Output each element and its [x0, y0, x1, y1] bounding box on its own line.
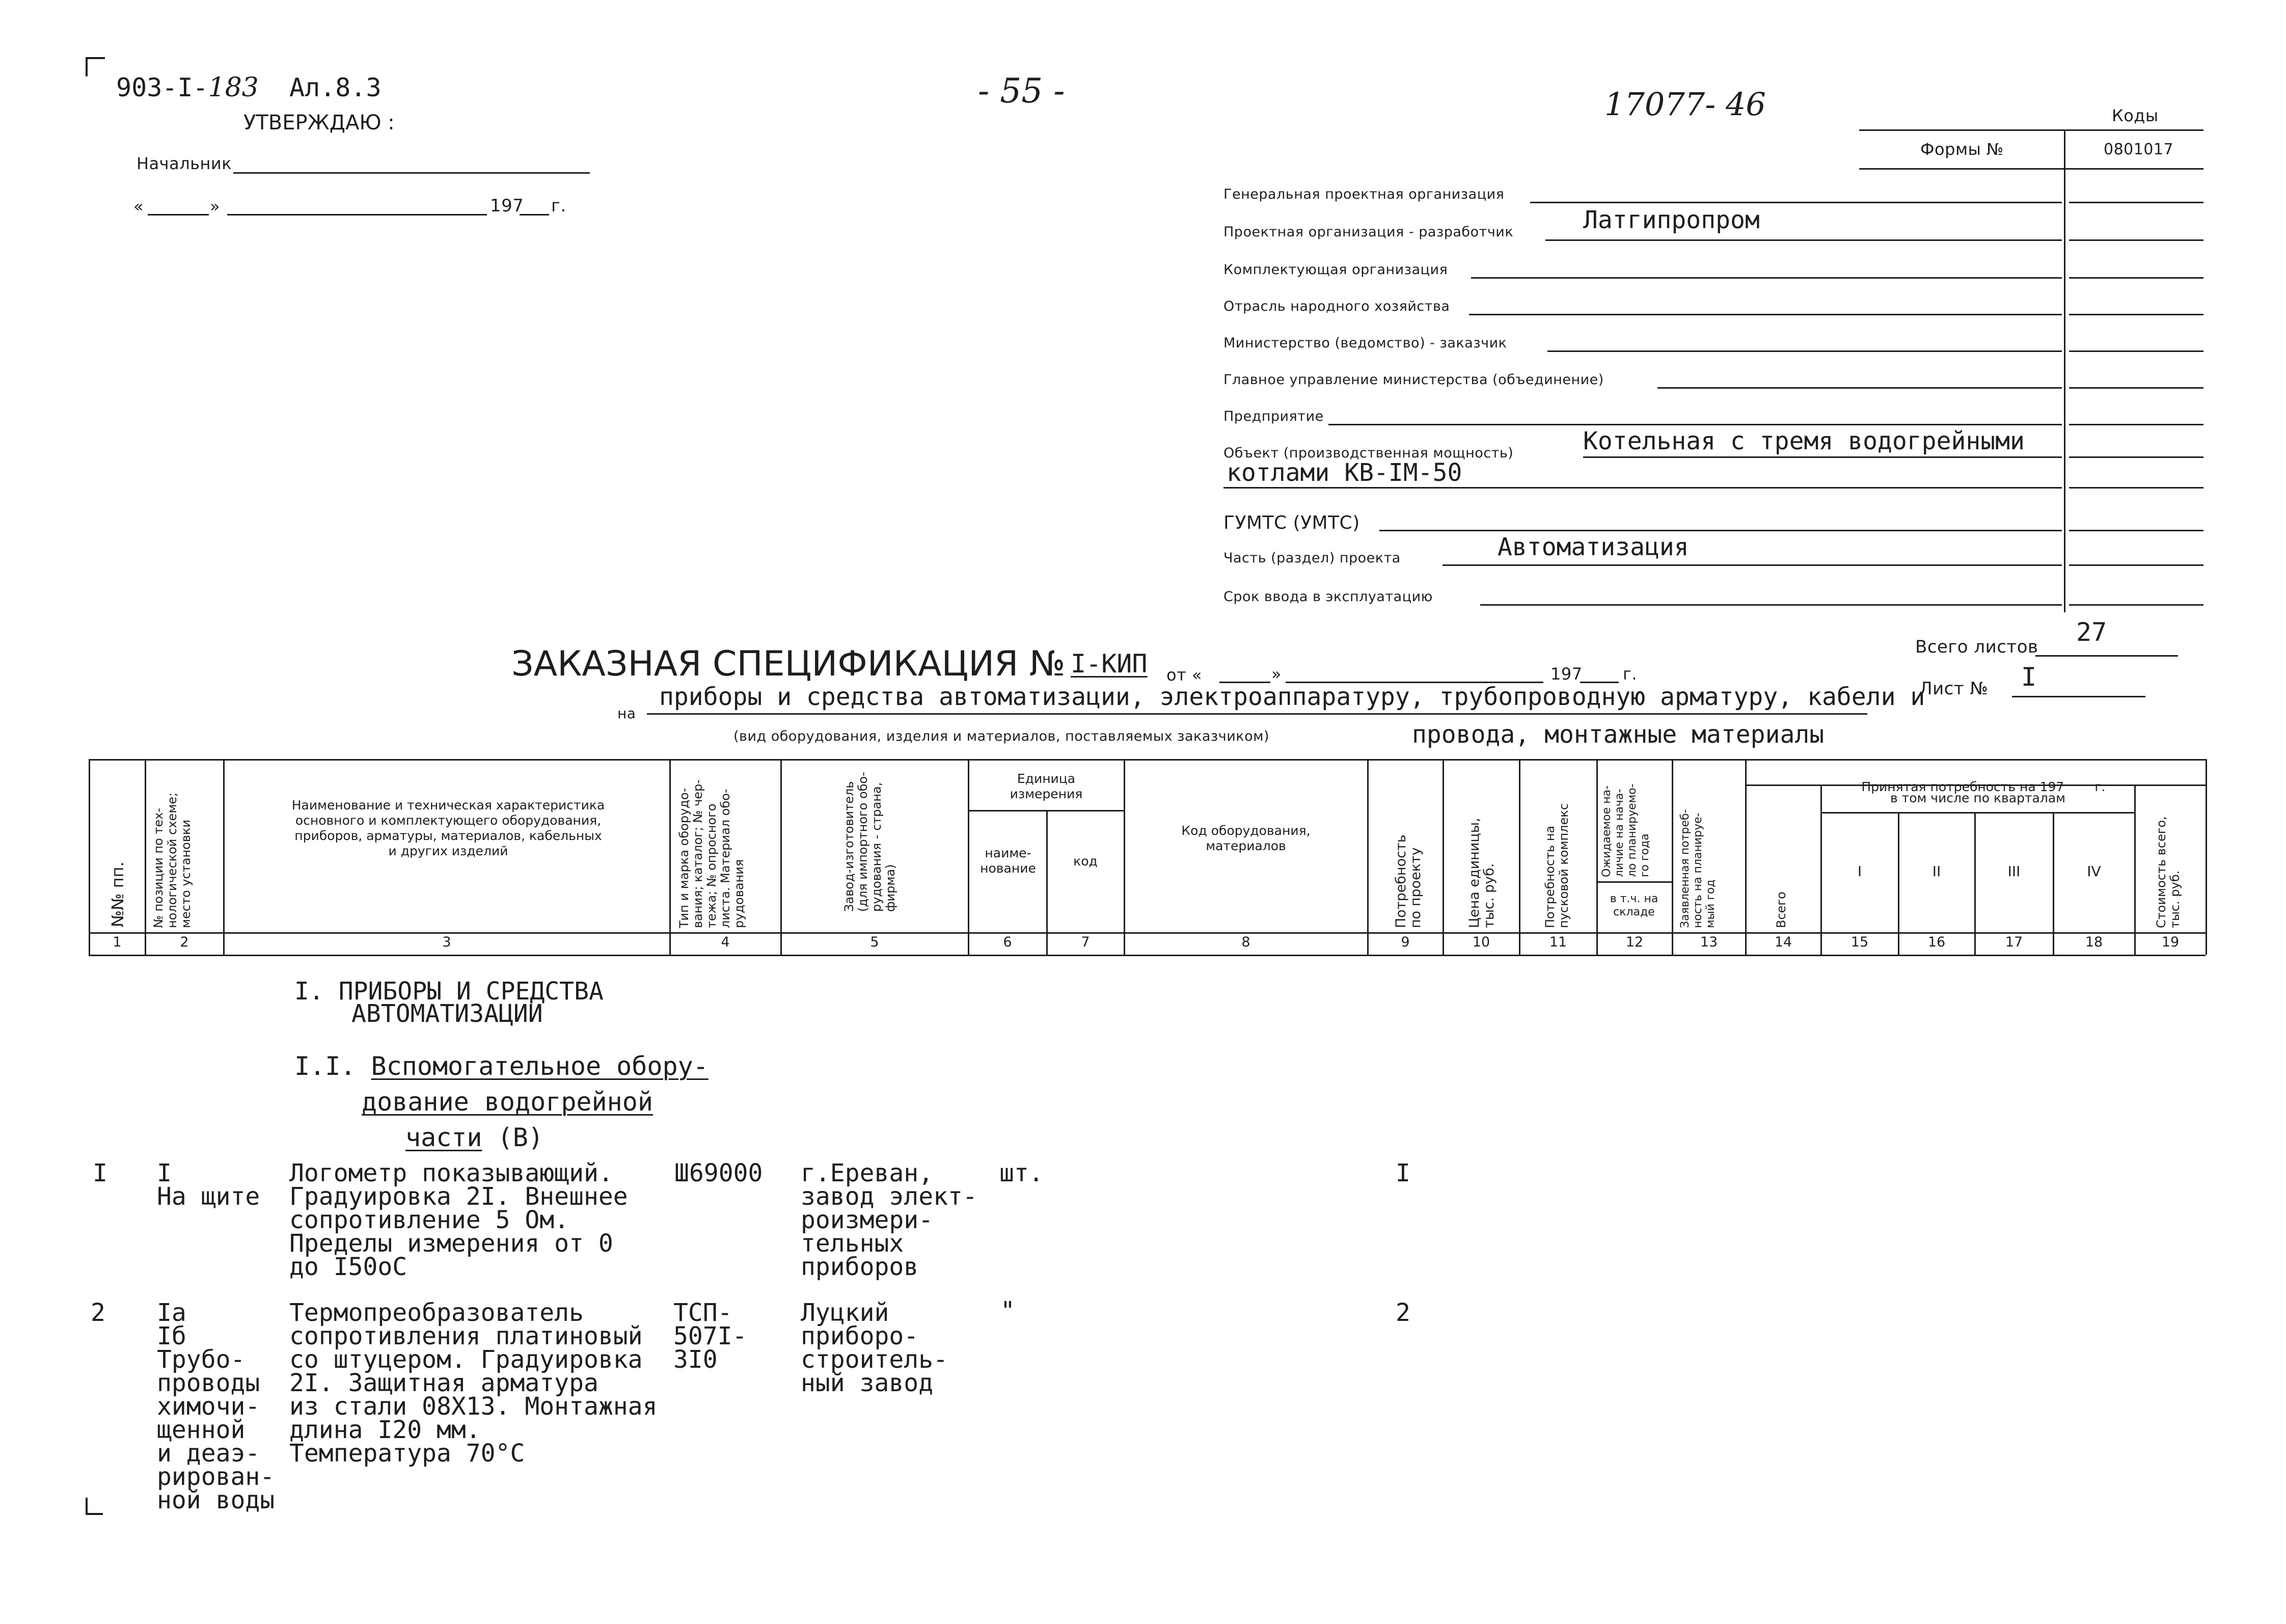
row1-position: I На щите — [157, 1159, 260, 1211]
col-num-2: 2 — [180, 934, 189, 950]
header-c12b: в т.ч. на складе — [1610, 892, 1658, 918]
total-sheets-label: Всего листов — [1915, 637, 2038, 657]
section-heading-line1: I. ПРИБОРЫ И СРЕДСТВА — [294, 977, 604, 1006]
header-c10: Цена единицы, тыс. руб. — [1466, 818, 1497, 928]
spec-subject-underline — [647, 713, 1867, 715]
approval-month-line — [227, 214, 487, 215]
total-sheets-line — [2035, 655, 2178, 657]
org-line-project-part — [1443, 564, 2062, 566]
org-label-developer: Проектная организация - разработчик — [1223, 224, 1514, 240]
subsection-heading-line1 — [294, 1048, 709, 1084]
sheet-label: Лист № — [1919, 679, 1989, 699]
col-num-6: 6 — [1003, 934, 1012, 950]
org-line-ministry — [1547, 350, 2062, 352]
code-line-object-2 — [2069, 487, 2203, 489]
header-c3: Наименование и техническая характеристика основного и комплектующего оборудования, приборов, арматуры, материалов, кабельных и других изделий — [291, 798, 605, 858]
col-border-14 — [1820, 784, 1822, 955]
org-label-ministry: Министерство (ведомство) - заказчик — [1223, 335, 1507, 351]
header-accepted-prefix: Принятая потребность на 197 — [1861, 779, 2064, 794]
org-line-object — [1583, 456, 2062, 458]
row2-no: 2 — [91, 1298, 105, 1327]
subsection-heading — [294, 1048, 709, 1155]
col-border-6 — [1046, 810, 1048, 955]
col-border-12 — [1672, 759, 1673, 955]
col-border-4 — [780, 759, 782, 955]
col-num-5: 5 — [870, 934, 879, 950]
row1-unit: шт. — [999, 1159, 1044, 1187]
col-num-14: 14 — [1774, 934, 1792, 950]
spec-date-from: от « — [1166, 665, 1202, 685]
code-line-ministry — [2069, 350, 2203, 352]
row1-need: I — [1396, 1159, 1410, 1187]
section-heading-line2: АВТОМАТИЗАЦИИ — [351, 999, 543, 1028]
header-c14: Всего — [1774, 891, 1788, 928]
codes-top-line — [1859, 129, 2203, 131]
col-border-18 — [2134, 784, 2136, 955]
subsection-title-line3: части — [405, 1123, 482, 1152]
col-border-0 — [89, 759, 90, 955]
row1-type: Ш69000 — [674, 1159, 763, 1187]
code-line-gumts — [2069, 530, 2203, 531]
col-num-8: 8 — [1241, 934, 1250, 950]
org-label-industry: Отрасль народного хозяйства — [1223, 299, 1450, 314]
col-num-9: 9 — [1401, 934, 1410, 950]
org-label-project-part: Часть (раздел) проекта — [1223, 550, 1401, 566]
approval-year-suffix: г. — [551, 196, 566, 216]
org-line-enterprise — [1328, 424, 2062, 425]
code-line-commissioning — [2069, 604, 2203, 606]
col-num-12: 12 — [1625, 934, 1644, 950]
row1-name: Логометр показывающий. Градуировка 2I. Внешнее сопротивление 5 Ом. Пределы измерения от 0 до I50оС — [289, 1159, 628, 1281]
col-border-5 — [968, 759, 969, 955]
c12-subheader-line — [1596, 881, 1672, 883]
org-line-commissioning — [1480, 604, 2062, 606]
header-c2: № позиции по тех- нологической схеме; место установки — [151, 792, 193, 928]
table-top-line — [89, 759, 2206, 761]
form-code: 0801017 — [2104, 141, 2174, 158]
row2-position: Iа Iб Трубо- проводы химочи- щенной и деаэ- рирован- ной воды — [157, 1298, 275, 1514]
archive-number: 17077- 46 — [1604, 86, 1766, 123]
org-line-developer — [1545, 239, 2062, 241]
col-num-1: 1 — [113, 934, 122, 950]
spec-na-label: на — [617, 705, 636, 722]
doc-number-handwritten: 183 — [208, 72, 259, 103]
codes-divider — [2064, 129, 2065, 612]
doc-number-printed: 903-I- — [116, 73, 208, 102]
chief-signature-line — [233, 172, 590, 174]
unit-subheader-line — [968, 810, 1124, 811]
codes-title: Коды — [2112, 106, 2159, 125]
org-label-enterprise: Предприятие — [1223, 409, 1324, 424]
approval-date-close: » — [210, 197, 221, 216]
org-value-object: Котельная с тремя водогрейными — [1583, 427, 2025, 455]
header-c11: Потребность на пусковой комплекс — [1543, 803, 1571, 928]
col-num-4: 4 — [721, 934, 730, 950]
header-unit: Единица измерения — [1010, 771, 1083, 801]
org-line-gumts — [1379, 530, 2062, 531]
code-line-developer — [2069, 239, 2203, 241]
col-border-3 — [669, 759, 671, 955]
col-border-10 — [1519, 759, 1520, 955]
approval-year-line — [520, 214, 549, 215]
row2-unit: " — [1000, 1296, 1015, 1325]
code-line-supplier — [2069, 277, 2203, 279]
row2-type: ТСП- 507I- 3I0 — [673, 1298, 747, 1374]
header-c1: №№ пп. — [108, 861, 127, 927]
org-label-commissioning: Срок ввода в эксплуатацию — [1223, 589, 1433, 605]
sheet-line — [2012, 696, 2145, 697]
spec-title: ЗАКАЗНАЯ СПЕЦИФИКАЦИЯ № — [511, 644, 1066, 684]
doc-number — [116, 72, 382, 103]
org-line-main-directorate — [1657, 387, 2062, 389]
col-num-10: 10 — [1472, 934, 1490, 950]
code-line-industry — [2069, 314, 2203, 315]
header-accepted-suffix: г. — [2094, 779, 2106, 794]
subsection-heading-line3 — [405, 1120, 709, 1155]
header-c8: Код оборудования, материалов — [1181, 823, 1311, 853]
header-c9: Потребность по проекту — [1393, 834, 1424, 928]
spec-subject-line2: провода, монтажные материалы — [1412, 720, 1825, 749]
row1-maker: г.Ереван, завод элект- роизмери- тельных приборов — [801, 1159, 977, 1281]
subsection-title-line1: Вспомогательное обору- — [371, 1051, 709, 1081]
approval-day-line — [148, 214, 209, 215]
subsection-suffix: (В) — [497, 1123, 543, 1152]
col-num-7: 7 — [1081, 934, 1090, 950]
col-border-11 — [1596, 759, 1598, 955]
chief-label: Начальник — [137, 154, 232, 173]
header-quarters: в том числе по кварталам — [1890, 791, 2066, 805]
org-line-general — [1530, 202, 2062, 203]
approval-title: УТВЕРЖДАЮ : — [243, 111, 395, 134]
col-num-17: 17 — [2005, 934, 2023, 950]
col-border-17 — [2053, 812, 2054, 955]
header-c7: код — [1073, 854, 1098, 869]
row2-maker: Луцкий приборо- строитель- ный завод — [801, 1298, 948, 1397]
approval-year-prefix: 197 — [490, 196, 524, 216]
header-c15: I — [1857, 863, 1862, 880]
album-number: Ал.8.3 — [289, 73, 382, 102]
col-border-1 — [145, 759, 146, 955]
org-label-general: Генеральная проектная организация — [1223, 186, 1505, 202]
header-c5: Завод-изготовитель (для импортного обо- рудования - страна, фирма) — [842, 772, 897, 912]
table-header-bottom-line — [89, 932, 2206, 934]
col-num-3: 3 — [442, 934, 451, 950]
spec-year-suffix: г. — [1623, 664, 1637, 684]
col-border-16 — [1974, 812, 1976, 955]
subsection-number: I.I. — [294, 1051, 356, 1081]
org-label-object: Объект (производственная мощность) — [1223, 445, 1514, 461]
approval-date-open: « — [133, 197, 144, 216]
codes-form-line — [1859, 168, 2203, 170]
row1-no: I — [93, 1159, 107, 1187]
org-label-main-directorate: Главное управление министерства (объединение) — [1223, 372, 1604, 388]
code-line-main-directorate — [2069, 387, 2203, 389]
sheet-value: I — [2021, 662, 2037, 692]
header-c6: наиме- нование — [980, 846, 1036, 876]
row2-need: 2 — [1396, 1298, 1410, 1327]
spec-date-close: » — [1271, 664, 1282, 684]
spec-subject-caption: (вид оборудования, изделия и материалов, поставляемых заказчиком) — [733, 728, 1269, 744]
col-num-16: 16 — [1927, 934, 1946, 950]
org-line-industry — [1469, 314, 2062, 315]
col-border-19 — [2206, 759, 2207, 955]
col-border-9 — [1443, 759, 1444, 955]
header-c19: Стоимость всего, тыс. руб. — [2154, 816, 2182, 928]
org-label-supplier: Комплектующая организация — [1223, 262, 1448, 278]
section-heading — [294, 977, 604, 1028]
header-c12: Ожидаемое на- личие на нача- ло планируемо- го года — [1600, 783, 1651, 877]
form-label: Формы № — [1920, 140, 2004, 159]
code-line-object — [2069, 456, 2203, 458]
col-border-2 — [223, 759, 225, 955]
spec-subject-line1: приборы и средства автоматизации, электроаппаратуру, трубопроводную арматуру, кабели и — [659, 683, 1925, 711]
code-line-general — [2069, 202, 2203, 203]
org-line-supplier — [1471, 277, 2062, 279]
table-number-row-line — [89, 955, 2206, 956]
header-c16: II — [1932, 863, 1941, 880]
subsection-heading-line2 — [362, 1084, 709, 1120]
col-border-7 — [1124, 759, 1125, 955]
org-value-object-line2: котлами КВ-IM-50 — [1227, 458, 1462, 487]
total-sheets-value: 27 — [2076, 617, 2107, 647]
header-c13: Заявленная потреб- ность на планируе- мый год — [1679, 809, 1717, 928]
page-number: - 55 - — [978, 71, 1065, 111]
col-num-15: 15 — [1850, 934, 1869, 950]
row2-name: Термопреобразователь сопротивления платиновый со штуцером. Градуировка 2I. Защитная арматура из стали 08Х13. Монтажная длина I20 мм. Температура 70°С — [289, 1298, 658, 1468]
col-border-15 — [1898, 812, 1899, 955]
org-value-project-part: Автоматизация — [1498, 533, 1689, 561]
org-label-gumts: ГУМТС (УМТС) — [1223, 512, 1360, 533]
spec-year-prefix: 197 — [1550, 664, 1583, 684]
col-num-18: 18 — [2085, 934, 2103, 950]
spec-number: I-КИП — [1071, 649, 1148, 679]
org-value-developer: Латгипропром — [1583, 206, 1760, 234]
header-c17: III — [2007, 863, 2021, 880]
subsection-title-line2: дование водогрейной — [362, 1087, 653, 1117]
col-border-8 — [1367, 759, 1369, 955]
org-line-object-2 — [1223, 487, 2062, 489]
corner-mark-top-left — [86, 57, 105, 76]
col-num-13: 13 — [1700, 934, 1718, 950]
col-num-11: 11 — [1549, 934, 1567, 950]
code-line-project-part — [2069, 564, 2203, 566]
col-border-13 — [1745, 759, 1747, 955]
corner-mark-bottom-left — [86, 1498, 103, 1515]
quarters-subheader-line — [1820, 812, 2134, 814]
header-c4: Тип и марка оборудо- вания; каталог; № чер- тежа; № опросного листа. Материал обо- рудования — [677, 779, 746, 928]
col-num-19: 19 — [2161, 934, 2180, 950]
code-line-enterprise — [2069, 424, 2203, 425]
header-c18: IV — [2087, 863, 2101, 880]
